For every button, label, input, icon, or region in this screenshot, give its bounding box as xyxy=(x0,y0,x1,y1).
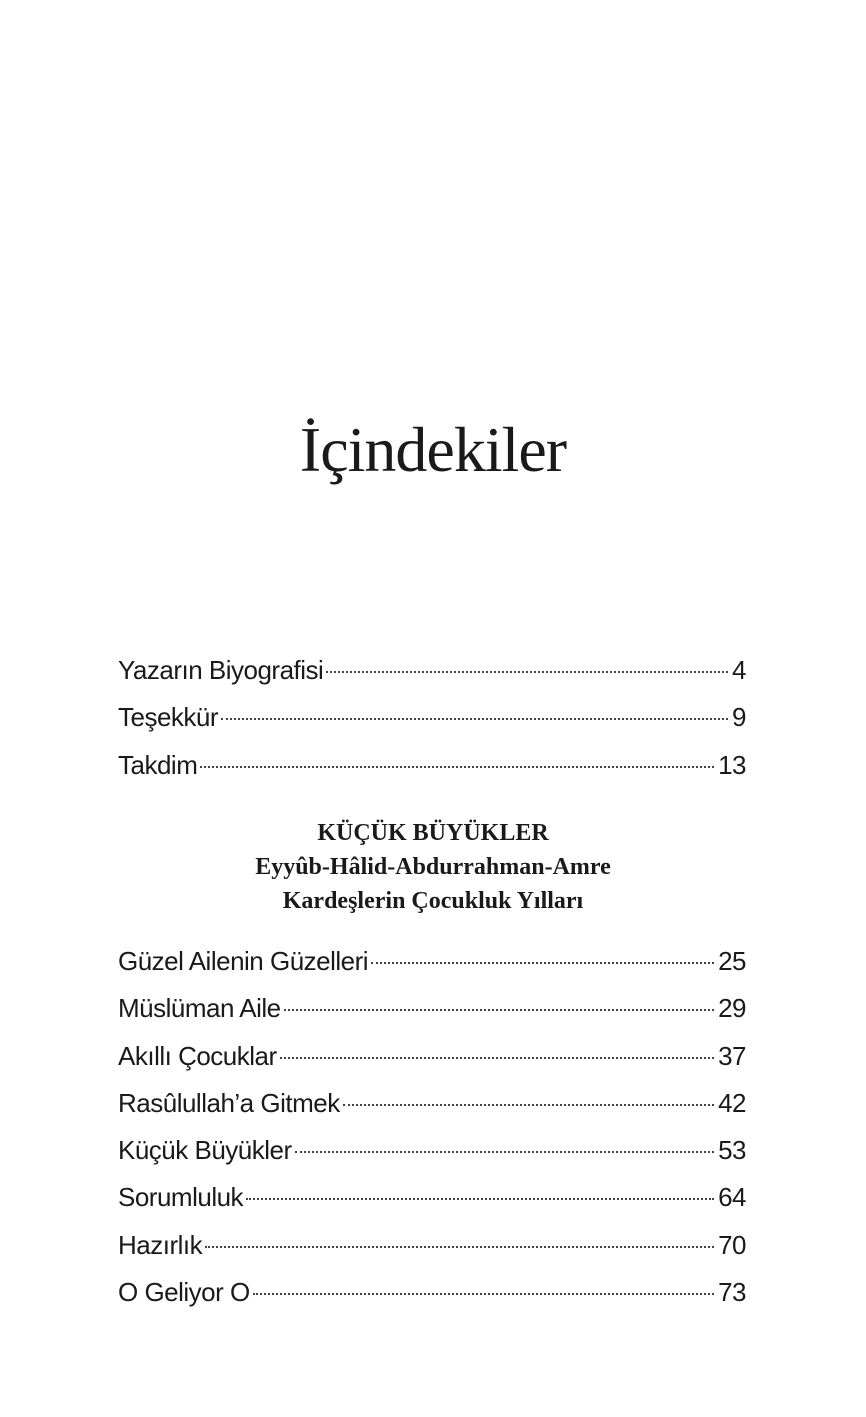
toc-entry[interactable] xyxy=(118,742,746,789)
section-subtitle-line2: Kardeşlerin Çocukluk Yılları xyxy=(282,888,584,914)
dot-leader xyxy=(295,1151,714,1153)
section-subtitle-line1: Eyyûb-Hâlid-Abdurrahman-Amre xyxy=(255,854,611,880)
dot-leader xyxy=(205,1246,714,1248)
dot-leader xyxy=(343,1104,714,1106)
toc-entry[interactable] xyxy=(118,1033,746,1080)
toc-entry-title: O Geliyor O xyxy=(118,1277,250,1308)
front-matter-list xyxy=(118,647,746,789)
toc-entry-title: Hazırlık xyxy=(118,1229,203,1260)
toc-page-number: 64 xyxy=(718,1182,746,1213)
dot-leader xyxy=(221,718,728,720)
toc-page-number: 42 xyxy=(718,1087,746,1118)
dot-leader xyxy=(371,962,714,964)
page-title: İçindekiler xyxy=(299,414,567,485)
toc-page-number: 9 xyxy=(732,702,746,733)
chapter-list xyxy=(118,938,746,1316)
toc-entry-title: Teşekkür xyxy=(118,702,219,733)
toc-entry[interactable] xyxy=(118,647,746,694)
toc-entry-title: Akıllı Çocuklar xyxy=(118,1040,277,1071)
toc-entry-title: Takdim xyxy=(118,749,198,780)
toc-entry[interactable] xyxy=(118,985,746,1032)
dot-leader xyxy=(284,1009,715,1011)
toc-page-number: 37 xyxy=(718,1040,746,1071)
toc-page-number: 53 xyxy=(718,1135,746,1166)
toc-entry-title: Yazarın Biyografisi xyxy=(118,655,324,685)
section-heading: KÜÇÜK BÜYÜKLER xyxy=(317,820,549,846)
dot-leader xyxy=(253,1293,714,1295)
toc-page-number: 73 xyxy=(718,1277,746,1308)
toc-page-number: 70 xyxy=(718,1229,746,1260)
dot-leader xyxy=(246,1198,714,1200)
toc-page-number: 29 xyxy=(718,993,746,1024)
toc-page-number: 25 xyxy=(718,946,746,976)
toc-entry[interactable] xyxy=(118,1269,746,1316)
toc-entry-title: Müslüman Aile xyxy=(118,993,281,1024)
toc-entry-title: Güzel Ailenin Güzelleri xyxy=(118,946,369,976)
dot-leader xyxy=(326,671,728,673)
toc-entry[interactable] xyxy=(118,694,746,741)
toc-entry[interactable] xyxy=(118,1127,746,1174)
section-header xyxy=(0,816,866,918)
toc-entry[interactable] xyxy=(118,1174,746,1221)
toc-entry[interactable] xyxy=(118,1222,746,1269)
toc-entry[interactable] xyxy=(118,1080,746,1127)
dot-leader xyxy=(280,1057,714,1059)
toc-entry-title: Sorumluluk xyxy=(118,1182,244,1213)
dot-leader xyxy=(200,766,714,768)
toc-entry[interactable] xyxy=(118,938,746,985)
toc-entry-title: Küçük Büyükler xyxy=(118,1135,292,1166)
toc-entry-title: Rasûlullah’a Gitmek xyxy=(118,1087,340,1118)
toc-page-number: 4 xyxy=(732,655,746,685)
toc-page-number: 13 xyxy=(718,749,746,780)
